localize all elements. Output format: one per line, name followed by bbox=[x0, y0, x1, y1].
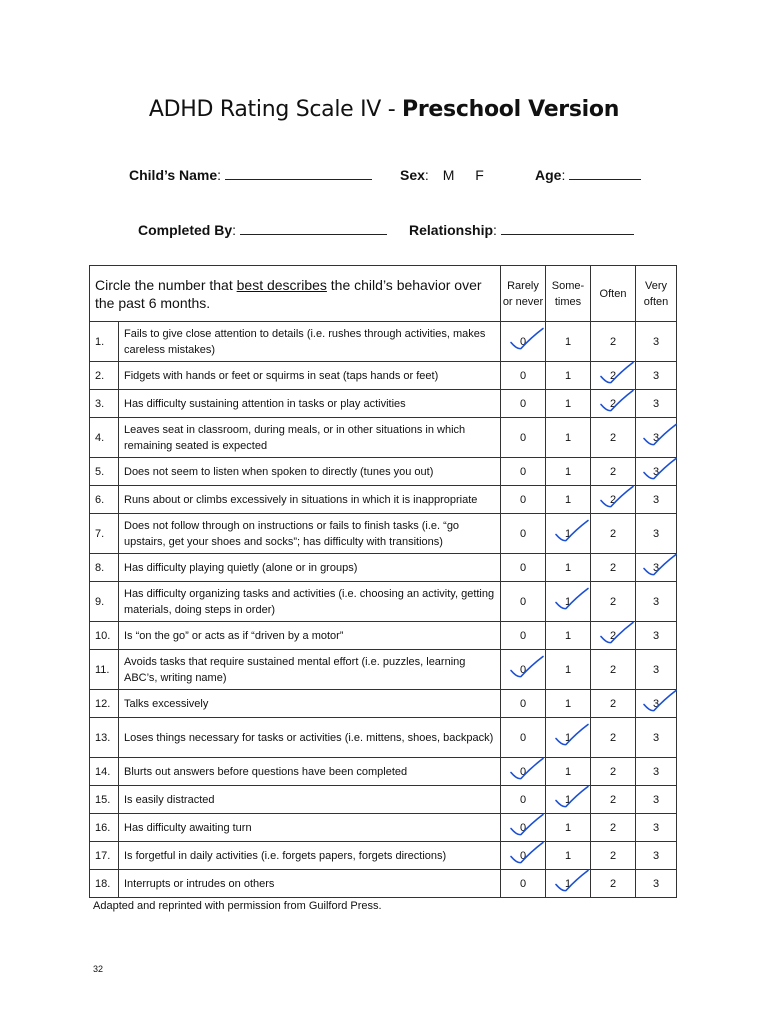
rating-option-1[interactable]: 1 bbox=[546, 718, 591, 758]
item-text: Runs about or climbs excessively in situations in which it is inappropriate bbox=[119, 486, 501, 514]
table-row bbox=[90, 582, 677, 622]
table-header-row bbox=[90, 266, 677, 322]
item-number: 14. bbox=[90, 758, 119, 786]
table-row bbox=[90, 322, 677, 362]
rating-option-1[interactable]: 1 bbox=[546, 690, 591, 718]
rating-option-3[interactable]: 3 bbox=[636, 362, 677, 390]
rating-option-2[interactable]: 2 bbox=[591, 842, 636, 870]
rating-option-3[interactable]: 3 bbox=[636, 582, 677, 622]
item-number: 7. bbox=[90, 514, 119, 554]
completed-by-field[interactable]: Completed By: bbox=[138, 222, 387, 238]
rating-option-2[interactable]: 2 bbox=[591, 718, 636, 758]
column-header-very-often: Very often bbox=[636, 266, 677, 322]
rating-option-1[interactable]: 1 bbox=[546, 758, 591, 786]
item-number: 3. bbox=[90, 390, 119, 418]
item-number: 16. bbox=[90, 814, 119, 842]
rating-option-2[interactable]: 2 bbox=[591, 554, 636, 582]
rating-option-0[interactable]: 0 bbox=[501, 390, 546, 418]
item-number: 5. bbox=[90, 458, 119, 486]
sex-option-m[interactable]: M bbox=[442, 167, 455, 183]
rating-option-1[interactable]: 1 bbox=[546, 390, 591, 418]
rating-option-1[interactable]: 1 bbox=[546, 786, 591, 814]
table-row bbox=[90, 814, 677, 842]
rating-option-0[interactable]: 0 bbox=[501, 582, 546, 622]
rating-option-3[interactable]: 3 bbox=[636, 690, 677, 718]
rating-option-3[interactable]: 3 bbox=[636, 758, 677, 786]
rating-option-1[interactable]: 1 bbox=[546, 362, 591, 390]
rating-option-3[interactable]: 3 bbox=[636, 390, 677, 418]
rating-option-0[interactable]: 0 bbox=[501, 622, 546, 650]
item-text: Is “on the go” or acts as if “driven by a motor” bbox=[119, 622, 501, 650]
rating-option-0[interactable]: 0 bbox=[501, 870, 546, 898]
rating-option-0[interactable]: 0 bbox=[501, 814, 546, 842]
item-text: Interrupts or intrudes on others bbox=[119, 870, 501, 898]
relationship-line[interactable] bbox=[501, 222, 634, 235]
rating-option-1[interactable]: 1 bbox=[546, 322, 591, 362]
column-header-often: Often bbox=[591, 266, 636, 322]
rating-option-0[interactable]: 0 bbox=[501, 758, 546, 786]
rating-option-3[interactable]: 3 bbox=[636, 554, 677, 582]
rating-option-2[interactable]: 2 bbox=[591, 362, 636, 390]
rating-option-0[interactable]: 0 bbox=[501, 786, 546, 814]
rating-option-2[interactable]: 2 bbox=[591, 814, 636, 842]
item-text: Loses things necessary for tasks or activities (i.e. mittens, shoes, backpack) bbox=[119, 718, 501, 758]
table-row bbox=[90, 418, 677, 458]
item-number: 2. bbox=[90, 362, 119, 390]
rating-option-3[interactable]: 3 bbox=[636, 786, 677, 814]
rating-option-2[interactable]: 2 bbox=[591, 418, 636, 458]
rating-option-2[interactable]: 2 bbox=[591, 582, 636, 622]
item-text: Has difficulty playing quietly (alone or in groups) bbox=[119, 554, 501, 582]
completed-by-label: Completed By bbox=[138, 222, 233, 238]
item-text: Has difficulty sustaining attention in tasks or play activities bbox=[119, 390, 501, 418]
rating-option-1[interactable]: 1 bbox=[546, 842, 591, 870]
rating-option-0[interactable]: 0 bbox=[501, 458, 546, 486]
rating-option-2[interactable]: 2 bbox=[591, 390, 636, 418]
rating-option-2[interactable]: 2 bbox=[591, 486, 636, 514]
table-row bbox=[90, 786, 677, 814]
table-row bbox=[90, 390, 677, 418]
item-number: 17. bbox=[90, 842, 119, 870]
rating-option-1[interactable]: 1 bbox=[546, 650, 591, 690]
rating-option-0[interactable]: 0 bbox=[501, 418, 546, 458]
item-text: Is forgetful in daily activities (i.e. forgets papers, forgets directions) bbox=[119, 842, 501, 870]
rating-option-1[interactable]: 1 bbox=[546, 514, 591, 554]
column-header-sometimes: Some-times bbox=[546, 266, 591, 322]
table-row bbox=[90, 486, 677, 514]
table-row bbox=[90, 458, 677, 486]
child-name-field[interactable]: Child’s Name: bbox=[129, 167, 372, 183]
rating-option-2[interactable]: 2 bbox=[591, 514, 636, 554]
rating-option-1[interactable]: 1 bbox=[546, 458, 591, 486]
rating-option-1[interactable]: 1 bbox=[546, 486, 591, 514]
table-row bbox=[90, 842, 677, 870]
rating-option-0[interactable]: 0 bbox=[501, 554, 546, 582]
rating-option-3[interactable]: 3 bbox=[636, 458, 677, 486]
rating-option-3[interactable]: 3 bbox=[636, 870, 677, 898]
column-header-rarely: Rarely or never bbox=[501, 266, 546, 322]
rating-option-2[interactable]: 2 bbox=[591, 786, 636, 814]
rating-option-3[interactable]: 3 bbox=[636, 718, 677, 758]
rating-option-3[interactable]: 3 bbox=[636, 514, 677, 554]
rating-option-3[interactable]: 3 bbox=[636, 622, 677, 650]
rating-option-0[interactable]: 0 bbox=[501, 718, 546, 758]
item-number: 11. bbox=[90, 650, 119, 690]
item-text: Talks excessively bbox=[119, 690, 501, 718]
rating-option-1[interactable]: 1 bbox=[546, 582, 591, 622]
page-title bbox=[0, 97, 768, 122]
rating-option-0[interactable]: 0 bbox=[501, 650, 546, 690]
rating-option-3[interactable]: 3 bbox=[636, 650, 677, 690]
age-field[interactable]: Age: bbox=[535, 167, 641, 183]
completed-by-line[interactable] bbox=[240, 222, 387, 235]
rating-option-1[interactable]: 1 bbox=[546, 814, 591, 842]
item-text: Has difficulty organizing tasks and activities (i.e. choosing an activity, getting materials, doing steps in order) bbox=[119, 582, 501, 622]
table-row bbox=[90, 362, 677, 390]
relationship-field[interactable]: Relationship: bbox=[409, 222, 634, 238]
rating-option-3[interactable]: 3 bbox=[636, 322, 677, 362]
rating-option-0[interactable]: 0 bbox=[501, 486, 546, 514]
item-text: Has difficulty awaiting turn bbox=[119, 814, 501, 842]
item-text: Fidgets with hands or feet or squirms in seat (taps hands or feet) bbox=[119, 362, 501, 390]
rating-option-3[interactable]: 3 bbox=[636, 842, 677, 870]
rating-table bbox=[89, 265, 677, 898]
instruction-underlined: best describes bbox=[236, 276, 327, 293]
rating-option-1[interactable]: 1 bbox=[546, 554, 591, 582]
item-text: Is easily distracted bbox=[119, 786, 501, 814]
rating-option-0[interactable]: 0 bbox=[501, 362, 546, 390]
instruction-post: the child’s behavior over the past 6 months. bbox=[95, 276, 482, 311]
rating-option-1[interactable]: 1 bbox=[546, 622, 591, 650]
item-text: Blurts out answers before questions have been completed bbox=[119, 758, 501, 786]
sex-option-f[interactable]: F bbox=[475, 167, 484, 183]
table-row bbox=[90, 758, 677, 786]
table-row bbox=[90, 514, 677, 554]
rating-option-1[interactable]: 1 bbox=[546, 870, 591, 898]
table-row bbox=[90, 718, 677, 758]
instruction-cell bbox=[90, 266, 501, 322]
rating-option-3[interactable]: 3 bbox=[636, 418, 677, 458]
rating-option-0[interactable]: 0 bbox=[501, 842, 546, 870]
sex-field[interactable]: Sex: M F bbox=[400, 167, 484, 183]
item-number: 6. bbox=[90, 486, 119, 514]
footnote: Adapted and reprinted with permission from Guilford Press. bbox=[93, 900, 382, 912]
item-text: Leaves seat in classroom, during meals, or in other situations in which remaining seated is expected bbox=[119, 418, 501, 458]
rating-option-0[interactable]: 0 bbox=[501, 690, 546, 718]
item-text: Does not seem to listen when spoken to directly (tunes you out) bbox=[119, 458, 501, 486]
item-text: Does not follow through on instructions or fails to finish tasks (i.e. “go upstairs, get your shoes and socks”; has difficulty with transitions) bbox=[119, 514, 501, 554]
rating-option-2[interactable]: 2 bbox=[591, 690, 636, 718]
age-label: Age bbox=[535, 167, 562, 183]
age-line[interactable] bbox=[569, 167, 641, 180]
item-number: 12. bbox=[90, 690, 119, 718]
item-number: 8. bbox=[90, 554, 119, 582]
item-text: Avoids tasks that require sustained mental effort (i.e. puzzles, learning ABC’s, writing name) bbox=[119, 650, 501, 690]
rating-option-1[interactable]: 1 bbox=[546, 418, 591, 458]
table-row bbox=[90, 554, 677, 582]
rating-option-2[interactable]: 2 bbox=[591, 870, 636, 898]
rating-option-2[interactable]: 2 bbox=[591, 758, 636, 786]
title-bold: Preschool Version bbox=[402, 97, 620, 122]
item-number: 15. bbox=[90, 786, 119, 814]
instruction-pre: Circle the number that bbox=[95, 276, 237, 293]
rating-option-3[interactable]: 3 bbox=[636, 486, 677, 514]
rating-option-2[interactable]: 2 bbox=[591, 322, 636, 362]
item-number: 9. bbox=[90, 582, 119, 622]
table-row bbox=[90, 690, 677, 718]
rating-option-3[interactable]: 3 bbox=[636, 814, 677, 842]
item-text: Fails to give close attention to details (i.e. rushes through activities, makes careless mistakes) bbox=[119, 322, 501, 362]
relationship-label: Relationship bbox=[409, 222, 494, 238]
rating-option-2[interactable]: 2 bbox=[591, 622, 636, 650]
table-row bbox=[90, 650, 677, 690]
item-number: 18. bbox=[90, 870, 119, 898]
rating-option-2[interactable]: 2 bbox=[591, 458, 636, 486]
table-row bbox=[90, 870, 677, 898]
rating-option-0[interactable]: 0 bbox=[501, 514, 546, 554]
page-number: 32 bbox=[93, 964, 104, 974]
table-row bbox=[90, 622, 677, 650]
sex-label: Sex bbox=[400, 167, 425, 183]
item-number: 13. bbox=[90, 718, 119, 758]
item-number: 10. bbox=[90, 622, 119, 650]
title-regular: ADHD Rating Scale IV - bbox=[148, 97, 403, 122]
item-number: 1. bbox=[90, 322, 119, 362]
rating-option-2[interactable]: 2 bbox=[591, 650, 636, 690]
rating-option-0[interactable]: 0 bbox=[501, 322, 546, 362]
child-name-label: Child’s Name bbox=[129, 167, 218, 183]
child-name-line[interactable] bbox=[225, 167, 372, 180]
item-number: 4. bbox=[90, 418, 119, 458]
